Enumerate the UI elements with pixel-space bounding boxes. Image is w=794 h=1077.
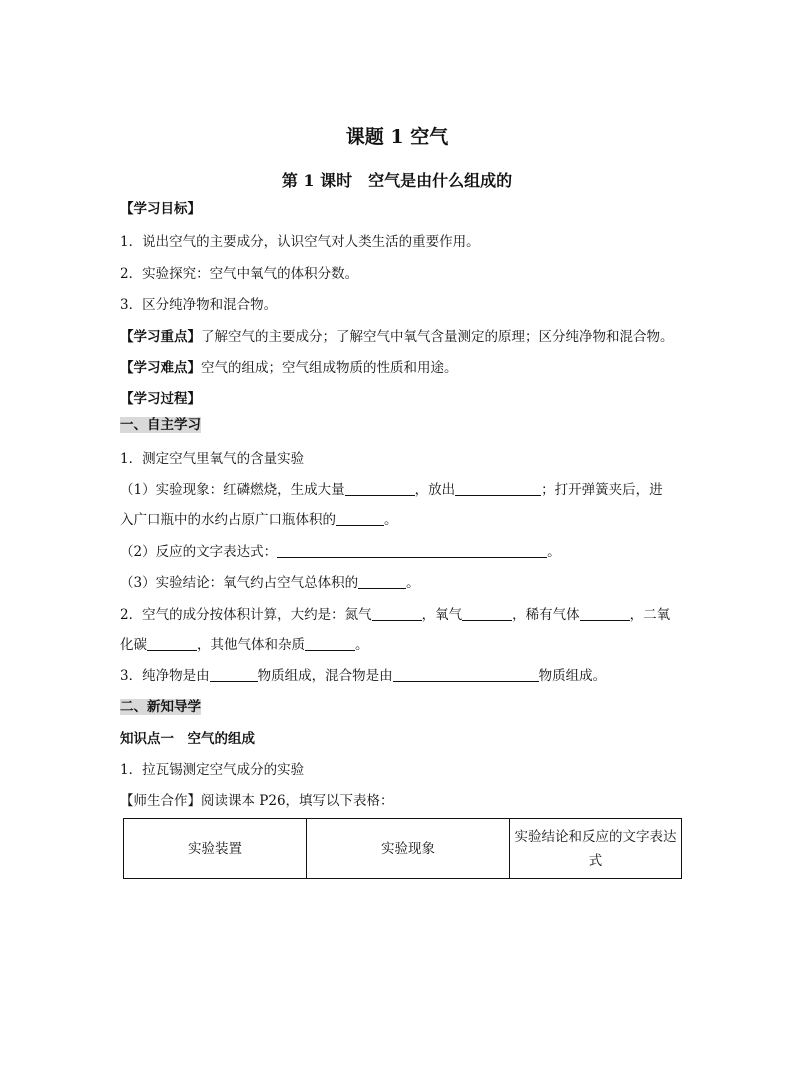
section1-item2-line2	[120, 636, 369, 654]
cooperation-line	[120, 792, 394, 810]
section1-item1: 1．测定空气里氧气的含量实验	[120, 451, 305, 467]
sub2-end: 。	[547, 544, 561, 560]
answer-blank[interactable]	[580, 607, 630, 621]
section1-sub1-line2	[120, 511, 398, 529]
difficulties	[120, 359, 458, 377]
item3-prefix: 3．纯净物是由	[120, 668, 210, 684]
experiment-table	[123, 818, 682, 879]
table-header-conclusion: 实验结论和反应的文字表达式	[510, 819, 682, 879]
sub1-line2-end: 。	[384, 512, 398, 528]
answer-blank[interactable]	[277, 544, 547, 558]
knowledge-point-title: 知识点一 空气的组成	[120, 731, 255, 747]
cooperation-text: 阅读课本 P26，填写以下表格：	[201, 793, 394, 809]
section2-heading	[120, 698, 201, 716]
key-points-text: 了解空气的主要成分；了解空气中氧气含量测定的原理；区分纯净物和混合物。	[201, 329, 674, 345]
sub1-tail: ；打开弹簧夹后，进	[541, 482, 663, 498]
answer-blank[interactable]	[336, 512, 384, 526]
item2-line2-mid: ，其他气体和杂质	[197, 637, 305, 653]
sub3-end: 。	[406, 575, 420, 591]
answer-blank[interactable]	[305, 637, 355, 651]
section1-sub3	[120, 574, 420, 592]
answer-blank[interactable]	[210, 668, 258, 682]
answer-blank[interactable]	[462, 607, 512, 621]
item2-p4: ，二氧	[629, 607, 671, 623]
section2-heading-text: 二、新知导学	[120, 699, 201, 715]
answer-blank[interactable]	[345, 482, 415, 496]
objective-item: 2．实验探究：空气中氧气的体积分数。	[120, 266, 359, 282]
objective-item: 1．说出空气的主要成分，认识空气对人类生活的重要作用。	[120, 234, 480, 250]
sub1-line2-prefix: 入广口瓶中的水约占原广口瓶体积的	[120, 512, 336, 528]
difficulties-text: 空气的组成；空气组成物质的性质和用途。	[201, 360, 458, 376]
answer-blank[interactable]	[147, 637, 197, 651]
difficulties-label: 【学习难点】	[120, 360, 201, 376]
item3-end: 物质组成。	[538, 668, 607, 684]
item2-p3: ，稀有气体	[512, 607, 580, 623]
item2-p2: ，氧气	[421, 607, 463, 623]
sub1-prefix: （1）实验现象：红磷燃烧，生成大量	[120, 482, 345, 498]
lesson-subtitle: 第 1 课时 空气是由什么组成的	[281, 171, 513, 190]
objectives-heading: 【学习目标】	[120, 201, 201, 217]
table-header-row	[124, 819, 682, 879]
page-title: 课题 1 空气	[345, 126, 449, 148]
cooperation-label: 【师生合作】	[120, 793, 201, 809]
table-header-apparatus: 实验装置	[124, 819, 307, 879]
section1-item2	[120, 606, 670, 624]
sub2-prefix: （2）反应的文字表达式：	[120, 544, 278, 560]
key-points	[120, 328, 674, 346]
section2-item1: 1．拉瓦锡测定空气成分的实验	[120, 762, 305, 778]
section1-item3	[120, 667, 606, 685]
answer-blank[interactable]	[358, 575, 406, 589]
item2-line2-end: 。	[355, 637, 369, 653]
objective-item: 3．区分纯净物和混合物。	[120, 297, 278, 313]
answer-blank[interactable]	[455, 482, 541, 496]
key-points-label: 【学习重点】	[120, 329, 201, 345]
item2-line2-prefix: 化碳	[120, 637, 147, 653]
section1-sub1	[120, 481, 663, 499]
answer-blank[interactable]	[393, 668, 539, 682]
answer-blank[interactable]	[372, 607, 422, 621]
sub1-mid: ，放出	[414, 482, 456, 498]
section1-heading-text: 一、自主学习	[120, 417, 201, 433]
process-heading: 【学习过程】	[120, 391, 201, 407]
item3-mid: 物质组成，混合物是由	[257, 668, 393, 684]
item2-prefix: 2．空气的成分按体积计算，大约是：氮气	[120, 607, 372, 623]
section1-heading	[120, 416, 201, 434]
section1-sub2	[120, 543, 561, 561]
sub3-prefix: （3）实验结论：氧气约占空气总体积的	[120, 575, 359, 591]
table-header-phenomenon: 实验现象	[307, 819, 510, 879]
